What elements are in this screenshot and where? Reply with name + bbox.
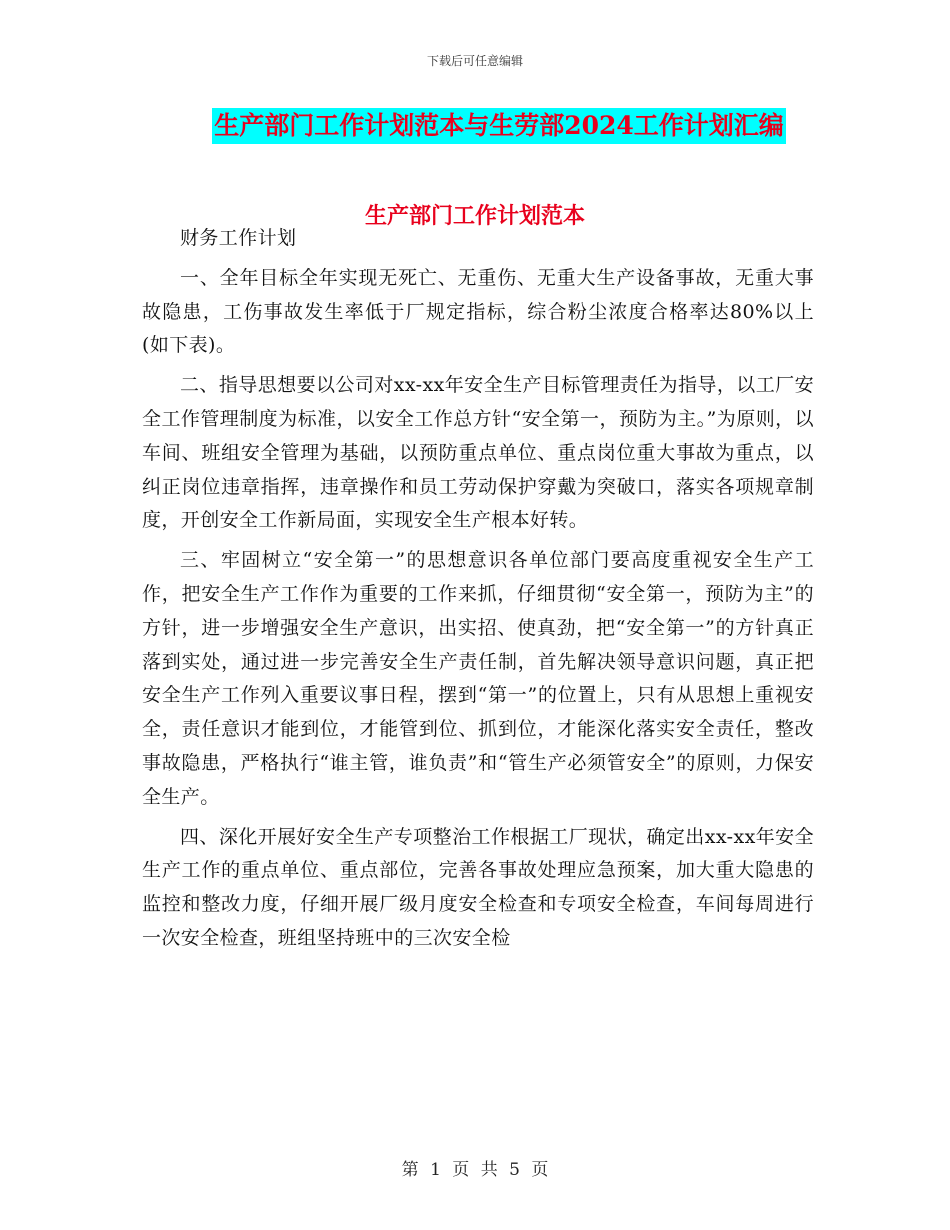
paragraph-heading: 财务工作计划 <box>180 227 297 249</box>
paragraph-4: 四、深化开展好安全生产专项整治工作根据工厂现状，确定出xx-xx年安全生产工作的重点单位、重点部位，完善各事故处理应急预案，加大重大隐患的监控和整改力度，仔细开展厂级月度安全检查和专项安全检查，车间每周进行一次安全检查，班组坚持班中的三次安全检 <box>142 825 814 949</box>
document-title: 生产部门工作计划范本与生劳部2024工作计划汇编 <box>212 108 786 144</box>
paragraph-1: 一、全年目标全年实现无死亡、无重伤、无重大生产设备事故，无重大事故隐患，工伤事故发生率低于厂规定指标，综合粉尘浓度合格率达80%以上(如下表)。 <box>142 266 814 357</box>
paragraph-2: 二、指导思想要以公司对xx-xx年安全生产目标管理责任为指导，以工厂安全工作管理制度为标准，以安全工作总方针“安全第一，预防为主。”为原则，以车间、班组安全管理为基础，以预防重点单位、重点岗位重大事故为重点，以纠正岗位违章指挥，违章操作和员工劳动保护穿戴为突破口，落实各项规章制度，开创安全工作新局面，实现安全生产根本好转。 <box>142 374 814 532</box>
paragraph-3: 三、牢固树立“安全第一”的思想意识各单位部门要高度重视安全生产工作，把安全生产工作作为重要的工作来抓，仔细贯彻“安全第一，预防为主”的方针，进一步增强安全生产意识，出实招、使真劲，把“安全第一”的方针真正落到实处，通过进一步完善安全生产责任制，首先解决领导意识问题，真正把安全生产工作列入重要议事日程，摆到“第一”的位置上，只有从思想上重视安全，责任意识才能到位，才能管到位、抓到位，才能深化落实安全责任，整改事故隐患，严格执行“谁主管，谁负责”和“管生产必须管安全”的原则，力保安全生产。 <box>142 549 814 808</box>
header-note: 下载后可任意编辑 <box>426 54 523 68</box>
page-number-footer: 第 1 页 共 5 页 <box>401 1160 549 1180</box>
document-title-container <box>0 108 950 144</box>
document-body <box>142 222 814 956</box>
section-title: 生产部门工作计划范本 <box>364 203 585 229</box>
